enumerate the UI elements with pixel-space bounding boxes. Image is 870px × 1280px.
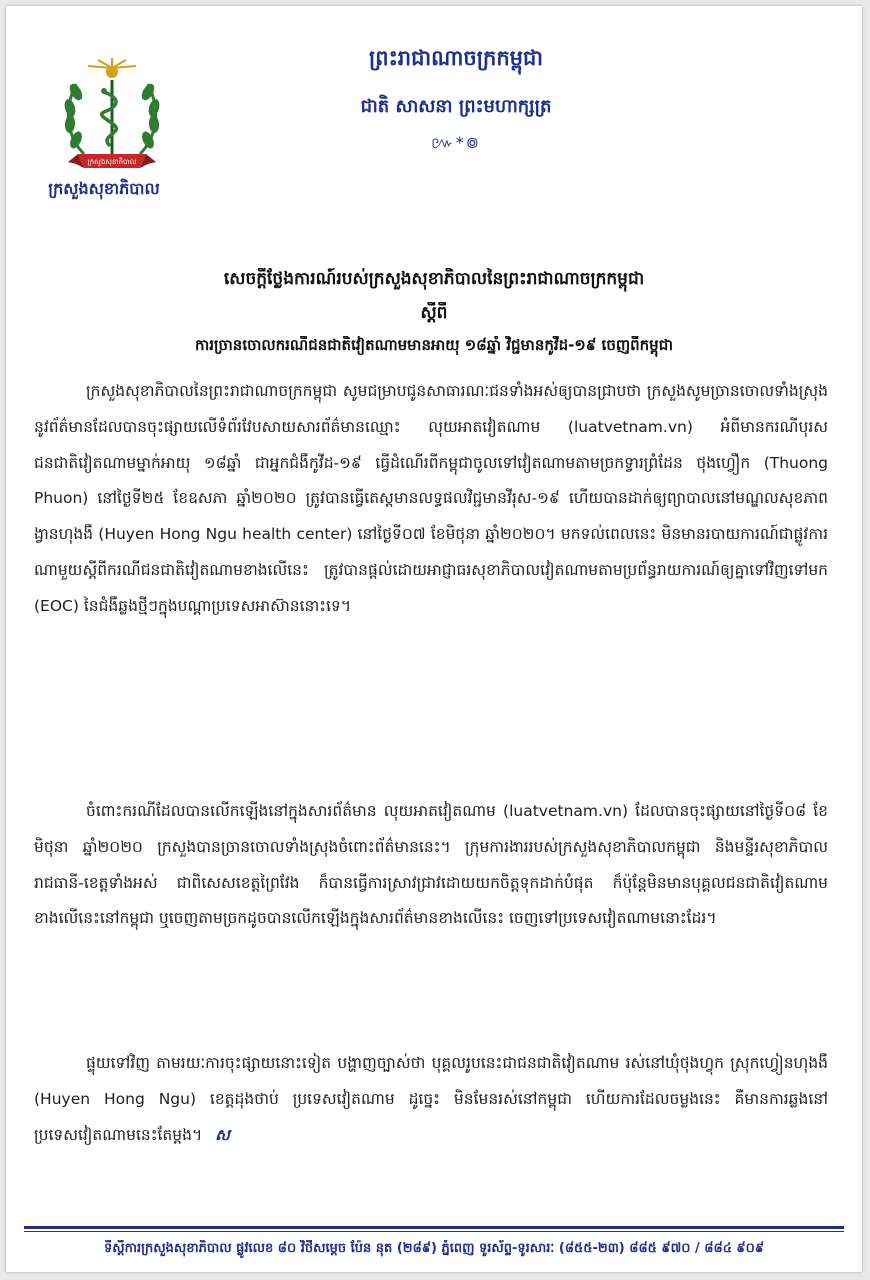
footer-address: ទីស្តីការក្រសួងសុខាភិបាល ផ្លូវលេខ ៨០ វិថីសម្តេច ប៉ែន នុត (២៨៩) ភ្នំពេញ ទូរស័ព្ទ-ទូរសារៈ (៨៥៥-២៣) ៨៨៥ ៩៧០ / ៨៨៤ ៩០៩: [103, 1241, 765, 1256]
body-paragraph-1: ក្រសួងសុខាភិបាលនៃព្រះរាជាណាចក្រកម្ពុជា សូមជម្រាបជូនសាធារណៈជនទាំងអស់ឲ្យបានជ្រាបថា ក្រសួងសូមច្រានចោលទាំងស្រុងនូវព័ត៌មានដែលបានចុះផ្សាយលើទំព័រវែបសាយសារព័ត៌មានឈ្មោះ លុយអាតវៀតណាម (luatvetnam.vn) អំពីមានករណីបុរសជនជាតិវៀតណាមម្នាក់អាយុ ១៨ឆ្នាំ ជាអ្នកជំងឺកូវីដ-១៩ ធ្វើដំណើរពីកម្ពុជាចូលទៅវៀតណាមតាមច្រកទ្វារព្រំដែន ថុងហ្វឿក (Thuong Phuon) នៅថ្ងៃទី២៥ ខែឧសភា ឆ្នាំ២០២០ ត្រូវបានធ្វើតេស្តមានលទ្ធផលវិជ្ជមានវីរុស-១៩ ហើយបានដាក់ឲ្យព្យាបាលនៅមណ្ឌលសុខភាព ង្វានហុងងឺ (Huyen Hong Ngu health center) នៅថ្ងៃទី០៧ ខែមិថុនា ឆ្នាំ២០២០។ មកទល់ពេលនេះ មិនមានរបាយការណ៍ជាផ្លូវការណាមួយស្តីពីករណីជនជាតិវៀតណាមខាងលើនេះ ត្រូវបានផ្តល់ដោយអាជ្ញាធរសុខាភិបាលវៀតណាមតាមប្រព័ន្ធរាយការណ៍ឲ្យគ្នាទៅវិញទៅមក (EOC) នៃជំងឺឆ្លងថ្មីៗក្នុងបណ្តាប្រទេសអាស៊ាននោះទេ។: [34, 382, 828, 615]
body-paragraph-3: [34, 1046, 828, 1226]
ornament-divider: ៚*៙: [431, 133, 481, 152]
document-page: [6, 6, 862, 1272]
ministry-name: ក្រសួងសុខាភិបាល: [48, 179, 160, 198]
body-paragraph-3-text: ផ្ទុយទៅវិញ តាមរយៈការចុះផ្សាយនោះទៀត បង្ហាញច្បាស់ថា បុគ្គលរូបនេះជាជនជាតិវៀតណាម រស់នៅឃុំថុងហ្វុក ស្រុកហ្វៀនហុងងឺ (Huyen Hong Ngu) ខេត្តដុងថាប់ ប្រទេសវៀតណាម ដូច្នេះ មិនមែនរស់នៅកម្ពុជា ហើយការដែលចម្លងនេះ គឺមានការឆ្លងនៅប្រទេសវៀតណាមនេះតែម្តង។: [34, 1054, 828, 1144]
statement-subject-label: ស្តីពី: [420, 303, 448, 323]
emblem-ribbon-text: ក្រសួងសុខាភិបាល: [87, 158, 137, 166]
ministry-emblem-icon: [54, 58, 170, 178]
initial-signature: ស: [215, 1125, 230, 1144]
footer-divider-thin: [24, 1231, 844, 1232]
statement-title: សេចក្តីថ្លែងការណ៍របស់ក្រសួងសុខាភិបាលនៃព្រះរាជាណាចក្រកម្ពុជា: [223, 269, 645, 289]
body-paragraph-2: ចំពោះករណីដែលបានលើកឡើងនៅក្នុងសារព័ត៌មាន លុយអាតវៀតណាម (luatvetnam.vn) ដែលបានចុះផ្សាយនៅថ្ងៃទី០៨ ខែមិថុនា ឆ្នាំ២០២០ ក្រសួងបានច្រានចោលទាំងស្រុងចំពោះព័ត៌មាននេះ។ ក្រុមការងាររបស់ក្រសួងសុខាភិបាលកម្ពុជា និងមន្ទីរសុខាភិបាលរាជធានី-ខេត្តទាំងអស់ ជាពិសេសខេត្តព្រៃវែង ក៏បានធ្វើការស្រាវជ្រាវដោយយកចិត្តទុកដាក់បំផុត ក៏ប៉ុន្តែមិនមានបុគ្គលជនជាតិវៀតណាមខាងលើនេះនៅកម្ពុជា ឬចេញតាមច្រកដូចបានលើកឡើងក្នុងសារព័ត៌មានខាងលើនេះ ចេញទៅប្រទេសវៀតណាមនោះដែរ។: [34, 802, 828, 928]
kingdom-heading: ព្រះរាជាណាចក្រកម្ពុជា: [368, 46, 543, 70]
statement-subject: ការច្រានចោលករណីជនជាតិវៀតណាមមានអាយុ ១៨ឆ្នាំ វិជ្ជមានកូវីដ-១៩ ចេញពីកម្ពុជា: [195, 336, 673, 354]
national-motto: ជាតិ សាសនា ព្រះមហាក្សត្រ: [360, 96, 552, 117]
footer-divider: [24, 1226, 844, 1229]
